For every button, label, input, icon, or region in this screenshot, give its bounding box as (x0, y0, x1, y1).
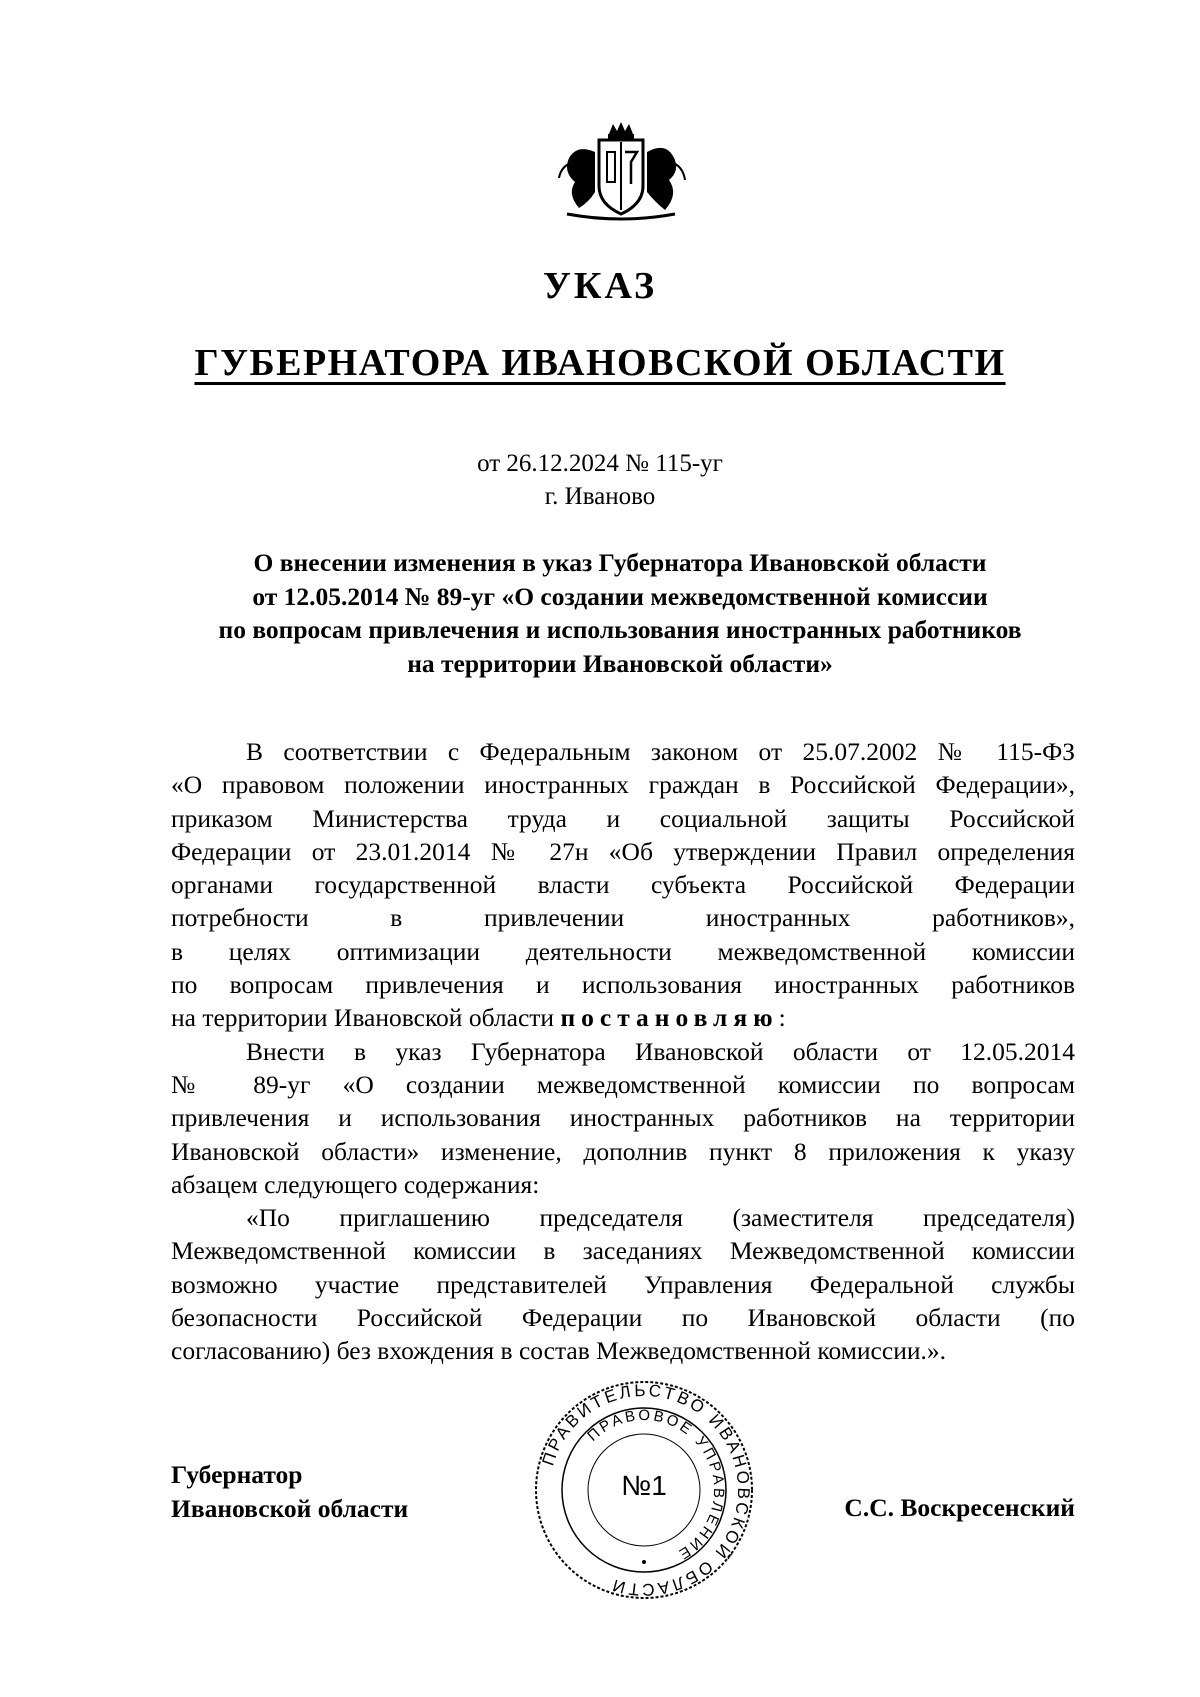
body-line: возможно участие представителей Управления Федеральной службы (171, 1269, 1075, 1299)
seal-number: №1 (621, 1470, 667, 1501)
signatory-position-line: Губернатор (171, 1460, 303, 1489)
body-line: согласованию) без вхождения в состав Межведомственной комиссии.». (171, 1336, 946, 1366)
body-line: безопасности Российской Федерации по Ивановской области (по (171, 1303, 1075, 1333)
body-line: по вопросам привлечения и использования иностранных работников (171, 970, 1075, 1000)
document-issuer (0, 341, 1200, 385)
body-line: В соответствии с Федеральным законом от 25.07.2002 № 115-ФЗ (246, 737, 1075, 766)
decree-word: постановляю (560, 1003, 779, 1033)
body-line: в целях оптимизации деятельности межведомственной комиссии (171, 936, 1075, 966)
subject-line: от 12.05.2014 № 89-уг «О создании межведомственной комиссии (252, 581, 988, 611)
body-line: привлечения и использования иностранных работников на территории (171, 1103, 1075, 1133)
body-line: «По приглашению председателя (заместителя председателя) (246, 1203, 1075, 1233)
body-line-text: на территории Ивановской области (171, 1003, 561, 1033)
signatory-name: С.С. Воскресенский (844, 1493, 1075, 1522)
subject-line: по вопросам привлечения и использования иностранных работников (218, 615, 1022, 644)
body-line: Межведомственной комиссии в заседаниях Межведомственной комиссии (171, 1236, 1075, 1266)
body-line: № 89-уг «О создании межведомственной комиссии по вопросам (171, 1069, 1075, 1099)
document-title: УКАЗ (543, 265, 657, 307)
body-line: Внести в указ Губернатора Ивановской области от 12.05.2014 (246, 1036, 1075, 1066)
body-line: абзацем следующего содержания: (171, 1169, 540, 1199)
body-line: приказом Министерства труда и социальной защиты Российской (171, 803, 1075, 833)
issuer-text: ГУБЕРНАТОРА ИВАНОВСКОЙ ОБЛАСТИ (194, 342, 1006, 384)
document-body (171, 735, 1075, 1368)
signatory-position-line: Ивановской области (171, 1493, 409, 1523)
signatory-position (171, 1458, 408, 1525)
body-line (171, 1001, 1075, 1034)
document-subject (170, 546, 1070, 680)
subject-line: О внесении изменения в указ Губернатора Ивановской области (253, 548, 987, 577)
document-date-number: от 26.12.2024 № 115-уг (477, 450, 723, 477)
seal-outer-text: ПРАВИТЕЛЬСТВО ИВАНОВСКОЙ ОБЛАСТИ (538, 1380, 754, 1600)
body-line: Ивановской области» изменение, дополнив пункт 8 приложения к указу (171, 1136, 1075, 1166)
body-line: «О правовом положении иностранных граждан в Российской Федерации», (171, 770, 1075, 800)
body-line: Федерации от 23.01.2014 № 27н «Об утверждении Правил определения (171, 836, 1075, 866)
seal-inner-text: ПРАВОВОЕ УПРАВЛЕНИЕ (584, 1406, 728, 1564)
body-line: потребности в привлечении иностранных работников», (171, 903, 1075, 933)
subject-line: на территории Ивановской области» (407, 648, 833, 678)
document-city: г. Иваново (544, 483, 656, 510)
coat-of-arms-emblem (555, 122, 687, 222)
body-line: органами государственной власти субъекта Российской Федерации (171, 870, 1075, 900)
body-line-end: : (778, 1003, 786, 1033)
